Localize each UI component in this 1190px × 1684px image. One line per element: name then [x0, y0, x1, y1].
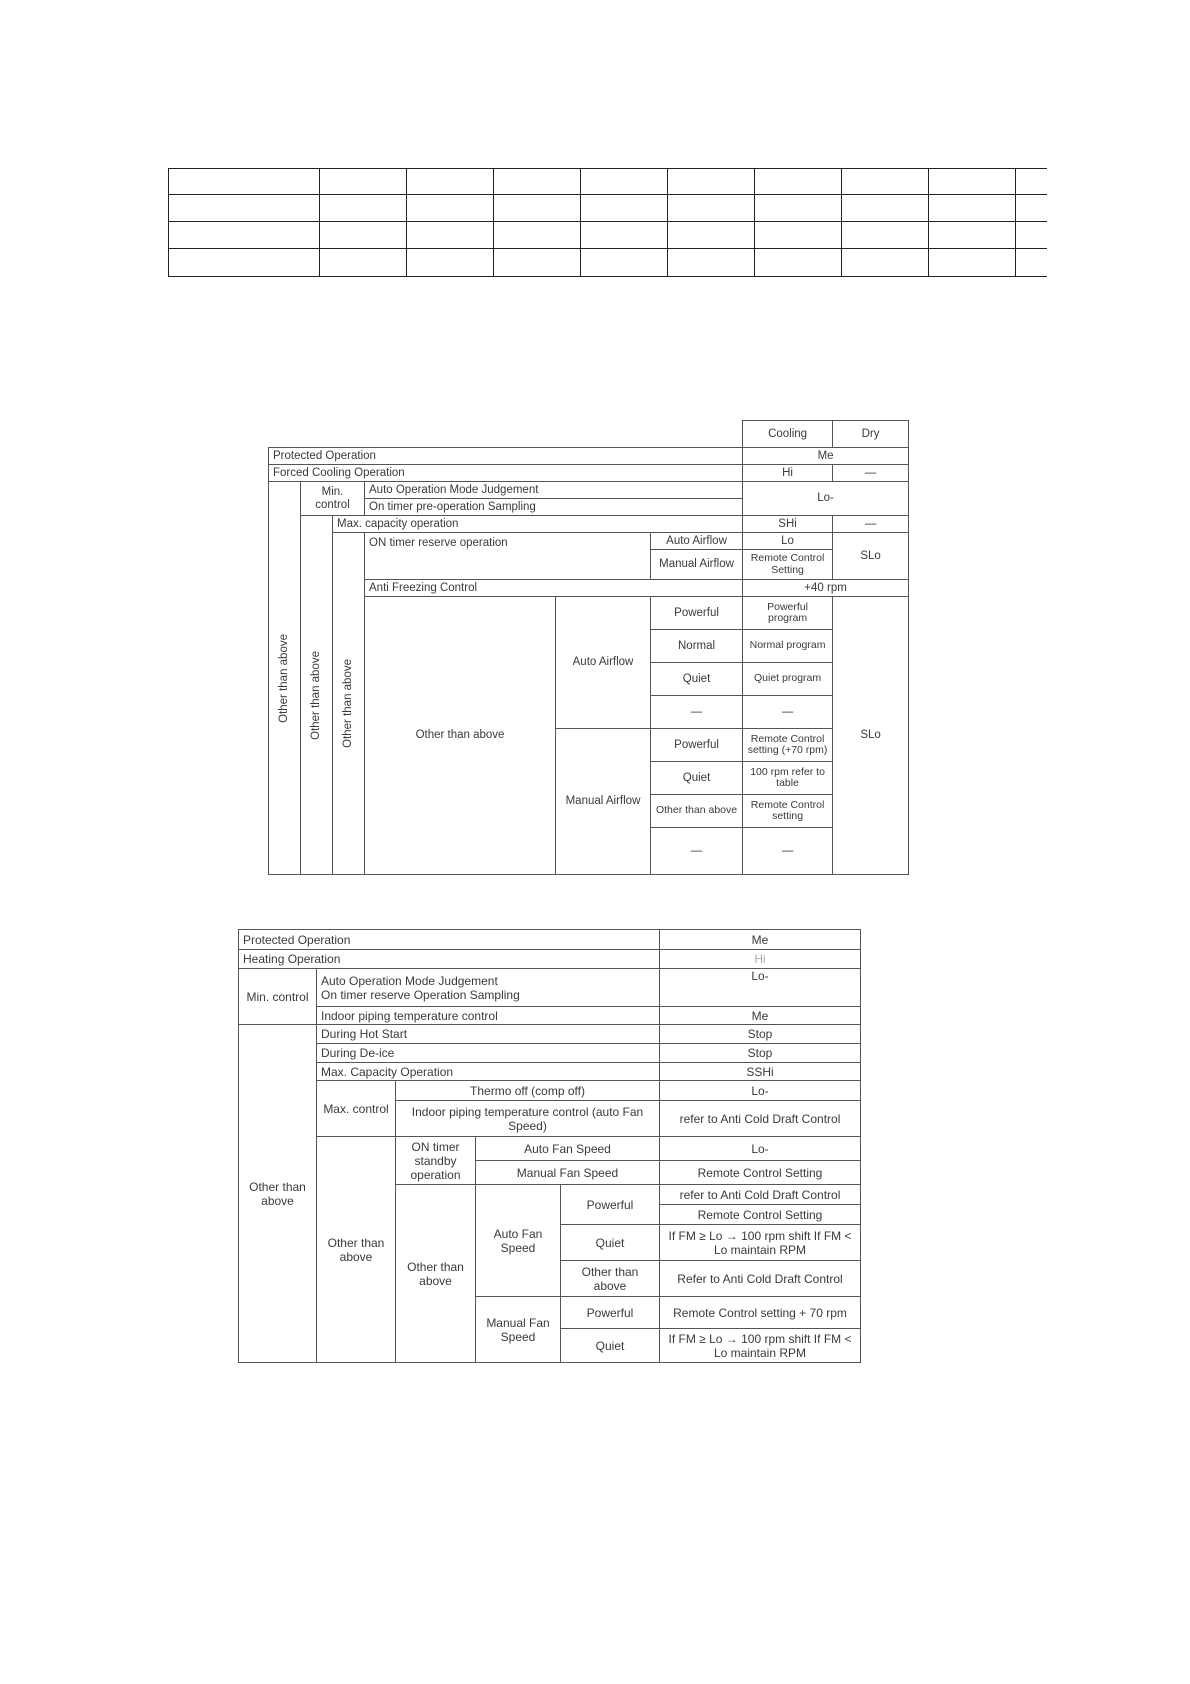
on-timer-manual-airflow: Manual Airflow — [651, 550, 743, 580]
max-piping-value: refer to Anti Cold Draft Control — [660, 1101, 861, 1137]
auto-dash-value: — — [743, 696, 833, 729]
protected-operation-value: Me — [743, 448, 909, 465]
manual-dash: — — [651, 828, 743, 875]
other-block-dry-value: SLo — [833, 597, 909, 875]
auto-airflow-label: Auto Airflow — [556, 597, 651, 729]
anti-freezing-label: Anti Freezing Control — [365, 580, 743, 597]
quiet-label: Quiet — [651, 663, 743, 696]
max-control-label: Max. control — [317, 1081, 396, 1137]
max-capacity-label: Max. capacity operation — [333, 516, 743, 533]
other-than-above-third: Other than above — [333, 533, 365, 875]
blank-grid-table — [168, 168, 1047, 277]
on-timer-auto-value: Lo- — [660, 1137, 861, 1161]
on-timer-auto-fan: Auto Fan Speed — [476, 1137, 660, 1161]
forced-cooling-dry: — — [833, 465, 909, 482]
hot-start-label: During Hot Start — [317, 1025, 660, 1044]
thermo-off-value: Lo- — [660, 1081, 861, 1101]
de-ice-label: During De-ice — [317, 1044, 660, 1063]
manual-other-value: Remote Control setting — [743, 795, 833, 828]
manual-powerful-value: Remote Control setting + 70 rpm — [660, 1297, 861, 1329]
other-block-label: Other than above — [365, 597, 556, 875]
max-capacity-dry: — — [833, 516, 909, 533]
manual-powerful-label: Powerful — [651, 729, 743, 762]
min-control-items: Auto Operation Mode Judgement On timer reserve Operation Sampling — [317, 969, 660, 1007]
auto-fan-speed-label: Auto Fan Speed — [476, 1185, 561, 1297]
max-capacity-label: Max. Capacity Operation — [317, 1063, 660, 1081]
min-piping-label: Indoor piping temperature control — [317, 1007, 660, 1025]
on-timer-auto-airflow: Auto Airflow — [651, 533, 743, 550]
manual-fan-speed-label: Manual Fan Speed — [476, 1297, 561, 1363]
de-ice-value: Stop — [660, 1044, 861, 1063]
on-timer-label: ON timer standby operation — [396, 1137, 476, 1185]
other-than-above-outer: Other than above — [239, 1025, 317, 1363]
heating-operation-label: Heating Operation — [239, 950, 660, 969]
min-control-label: Min. control — [239, 969, 317, 1025]
auto-powerful-value-1: refer to Anti Cold Draft Control — [660, 1185, 861, 1205]
max-capacity-value: SSHi — [660, 1063, 861, 1081]
manual-quiet-value: If FM ≥ Lo → 100 rpm shift If FM < Lo maintain RPM — [660, 1329, 861, 1363]
header-dry: Dry — [833, 421, 909, 448]
anti-freezing-value: +40 rpm — [743, 580, 909, 597]
other-than-above-third: Other than above — [396, 1185, 476, 1363]
manual-other-label: Other than above — [651, 795, 743, 828]
auto-powerful-label: Powerful — [561, 1185, 660, 1225]
auto-other-value: Refer to Anti Cold Draft Control — [660, 1261, 861, 1297]
auto-powerful-value-2: Remote Control Setting — [660, 1205, 861, 1225]
hot-start-value: Stop — [660, 1025, 861, 1044]
normal-program: Normal program — [743, 630, 833, 663]
other-than-above-inner: Other than above — [317, 1137, 396, 1363]
max-capacity-cooling: SHi — [743, 516, 833, 533]
on-timer-dry-value: SLo — [833, 533, 909, 580]
protected-operation-value: Me — [660, 930, 861, 950]
cooling-fan-speed-table — [268, 420, 909, 875]
thermo-off-label: Thermo off (comp off) — [396, 1081, 660, 1101]
manual-powerful-value: Remote Control setting (+70 rpm) — [743, 729, 833, 762]
on-timer-sampling: On timer pre-operation Sampling — [365, 499, 743, 516]
min-control-value: Lo- — [660, 969, 861, 1007]
auto-dash: — — [651, 696, 743, 729]
manual-powerful-label: Powerful — [561, 1297, 660, 1329]
auto-operation-mode-judgement: Auto Operation Mode Judgement — [365, 482, 743, 499]
powerful-label: Powerful — [651, 597, 743, 630]
on-timer-manual-value: Remote Control Setting — [660, 1161, 861, 1185]
other-than-above-second: Other than above — [301, 516, 333, 875]
forced-cooling-label: Forced Cooling Operation — [269, 465, 743, 482]
max-piping-label: Indoor piping temperature control (auto Fan Speed) — [396, 1101, 660, 1137]
manual-quiet-label: Quiet — [651, 762, 743, 795]
other-than-above-outer: Other than above — [269, 482, 301, 875]
quiet-program: Quiet program — [743, 663, 833, 696]
min-control-value: Lo- — [743, 482, 909, 516]
heating-fan-speed-table — [238, 929, 861, 1363]
auto-quiet-value: If FM ≥ Lo → 100 rpm shift If FM < Lo maintain RPM — [660, 1225, 861, 1261]
auto-other-label: Other than above — [561, 1261, 660, 1297]
manual-dash-value: — — [743, 828, 833, 875]
protected-operation-label: Protected Operation — [269, 448, 743, 465]
min-piping-value: Me — [660, 1007, 861, 1025]
heating-operation-value: Hi — [660, 950, 861, 969]
on-timer-auto-value: Lo — [743, 533, 833, 550]
manual-airflow-label: Manual Airflow — [556, 729, 651, 875]
manual-quiet-value: 100 rpm refer to table — [743, 762, 833, 795]
normal-label: Normal — [651, 630, 743, 663]
on-timer-manual-fan: Manual Fan Speed — [476, 1161, 660, 1185]
protected-operation-label: Protected Operation — [239, 930, 660, 950]
manual-quiet-label: Quiet — [561, 1329, 660, 1363]
on-timer-manual-value: Remote Control Setting — [743, 550, 833, 580]
forced-cooling-value: Hi — [743, 465, 833, 482]
header-cooling: Cooling — [743, 421, 833, 448]
on-timer-reserve-label: ON timer reserve operation — [365, 533, 651, 580]
min-control-label: Min. control — [301, 482, 365, 516]
auto-quiet-label: Quiet — [561, 1225, 660, 1261]
powerful-program: Powerful program — [743, 597, 833, 630]
